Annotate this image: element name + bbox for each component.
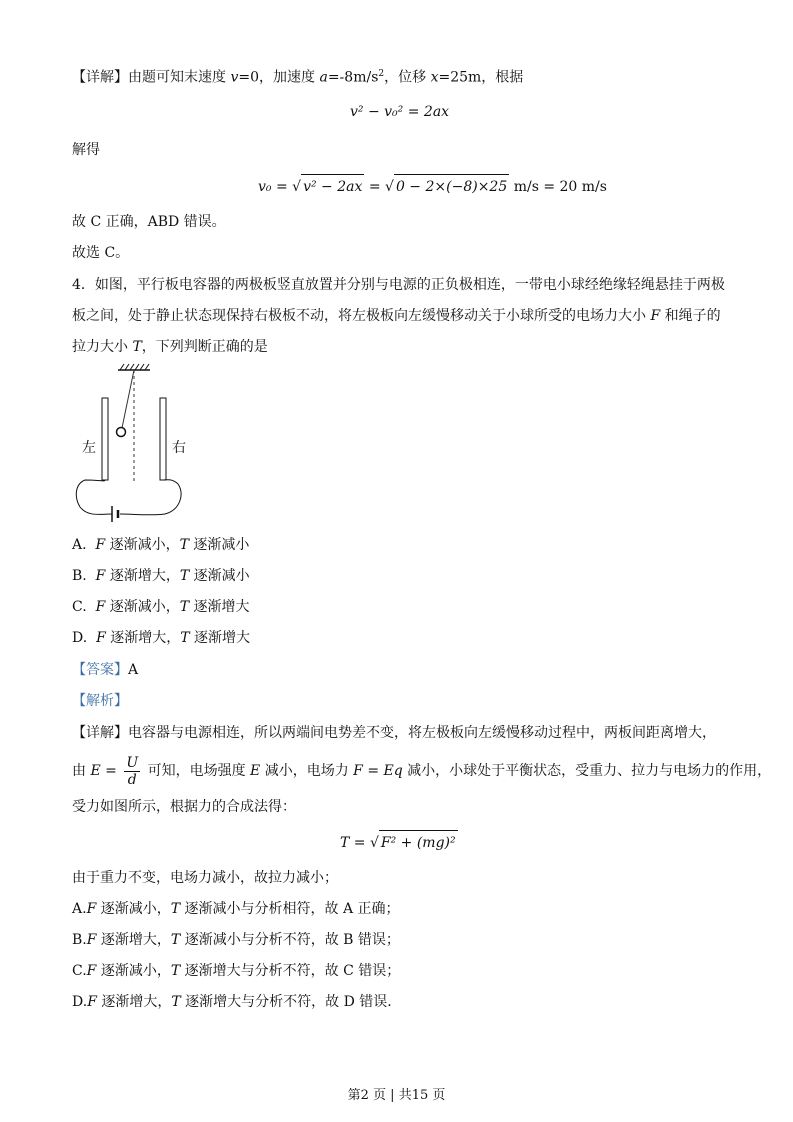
option-a: A. F 逐渐减小，T 逐渐减小 (72, 537, 250, 553)
answer-line (72, 660, 138, 680)
capacitor-diagram (70, 362, 190, 530)
analysis-tag: 【解析】 (72, 693, 128, 709)
detail2-line-4: 由于重力不变，电场力减小，故拉力减小； (72, 870, 338, 886)
ceiling-hatch (120, 364, 149, 370)
answer-value: A (128, 662, 139, 678)
formula-v0: v₀ = √ v² − 2ax = √ 0 − 2×(−8)×25 m/s = 20 m/s (258, 174, 607, 199)
conclusion-d: D.F 逐渐增大，T 逐渐增大与分析不符，故 D 错误. (72, 994, 392, 1010)
right-plate (160, 398, 166, 480)
detail-tag: 【详解】 (72, 69, 128, 86)
choice-line: 故选 C。 (72, 245, 130, 261)
fraction-U-over-d: $\frac{U}{d}$ (126, 754, 139, 788)
detail2-line-3: 受力如图所示，根据力的合成法得： (72, 799, 296, 815)
right-wire (120, 480, 181, 515)
solve-label: 解得 (72, 142, 100, 158)
conclusion-line: 故 C 正确，ABD 错误。 (72, 214, 226, 230)
option-d: D. F 逐渐增大，T 逐渐增大 (72, 630, 251, 646)
conclusion-c: C.F 逐渐减小，T 逐渐增大与分析不符，故 C 错误； (72, 963, 401, 979)
detail2-tag: 【详解】 (72, 725, 128, 741)
string (122, 370, 134, 428)
charged-ball (117, 428, 126, 437)
left-plate (102, 398, 108, 480)
formula-kinematics: v² − v₀² = 2ax (350, 104, 450, 120)
left-label: 左 (82, 440, 96, 456)
left-wire (76, 480, 112, 514)
page-footer: 第2 页 | 共15 页 (347, 1088, 446, 1103)
answer-tag: 【答案】 (72, 662, 128, 678)
conclusion-b: B.F 逐渐增大，T 逐渐减小与分析不符，故 B 错误； (72, 932, 400, 948)
conclusion-a: A.F 逐渐减小，T 逐渐减小与分析相符，故 A 正确； (72, 901, 400, 917)
question-number: 4． (72, 277, 95, 293)
detail-line-1: 【详解】由题可知末速度 v=0，加速度 $a=-8m/s^2$，位移 x=25m，根据 (72, 69, 524, 86)
detail2-line-1: 【详解】电容器与电源相连，所以两端间电势差不变，将左极板向左缓慢移动过程中，两板间距离增大， (72, 725, 716, 741)
detail2-line-2: 由 E = $\frac{U}{d}$ 可知，电场强度 E 减小，电场力 F = Eq 减小，小球处于平衡状态，受重力、拉力与电场力的作用， (72, 754, 772, 788)
option-c: C. F 逐渐减小，T 逐渐增大 (72, 599, 250, 615)
page-number: 第2 页 (347, 1088, 387, 1103)
question-line-3: 拉力大小 T，下列判断正确的是 (72, 339, 268, 355)
page-total: 共15 页 (398, 1088, 446, 1103)
right-label: 右 (172, 440, 186, 456)
question-line-1: 4．如图，平行板电容器的两极板竖直放置并分别与电源的正负极相连，一带电小球经绝缘轻绳悬挂于两极 (72, 277, 725, 293)
formula-tension: T = √ F² + (mg)² (340, 830, 458, 855)
option-b: B. F 逐渐增大，T 逐渐减小 (72, 568, 250, 584)
question-line-2: 板之间，处于静止状态现保持右极板不动，将左极板向左缓慢移动关于小球所受的电场力大小 F 和绳子的 (72, 308, 721, 324)
